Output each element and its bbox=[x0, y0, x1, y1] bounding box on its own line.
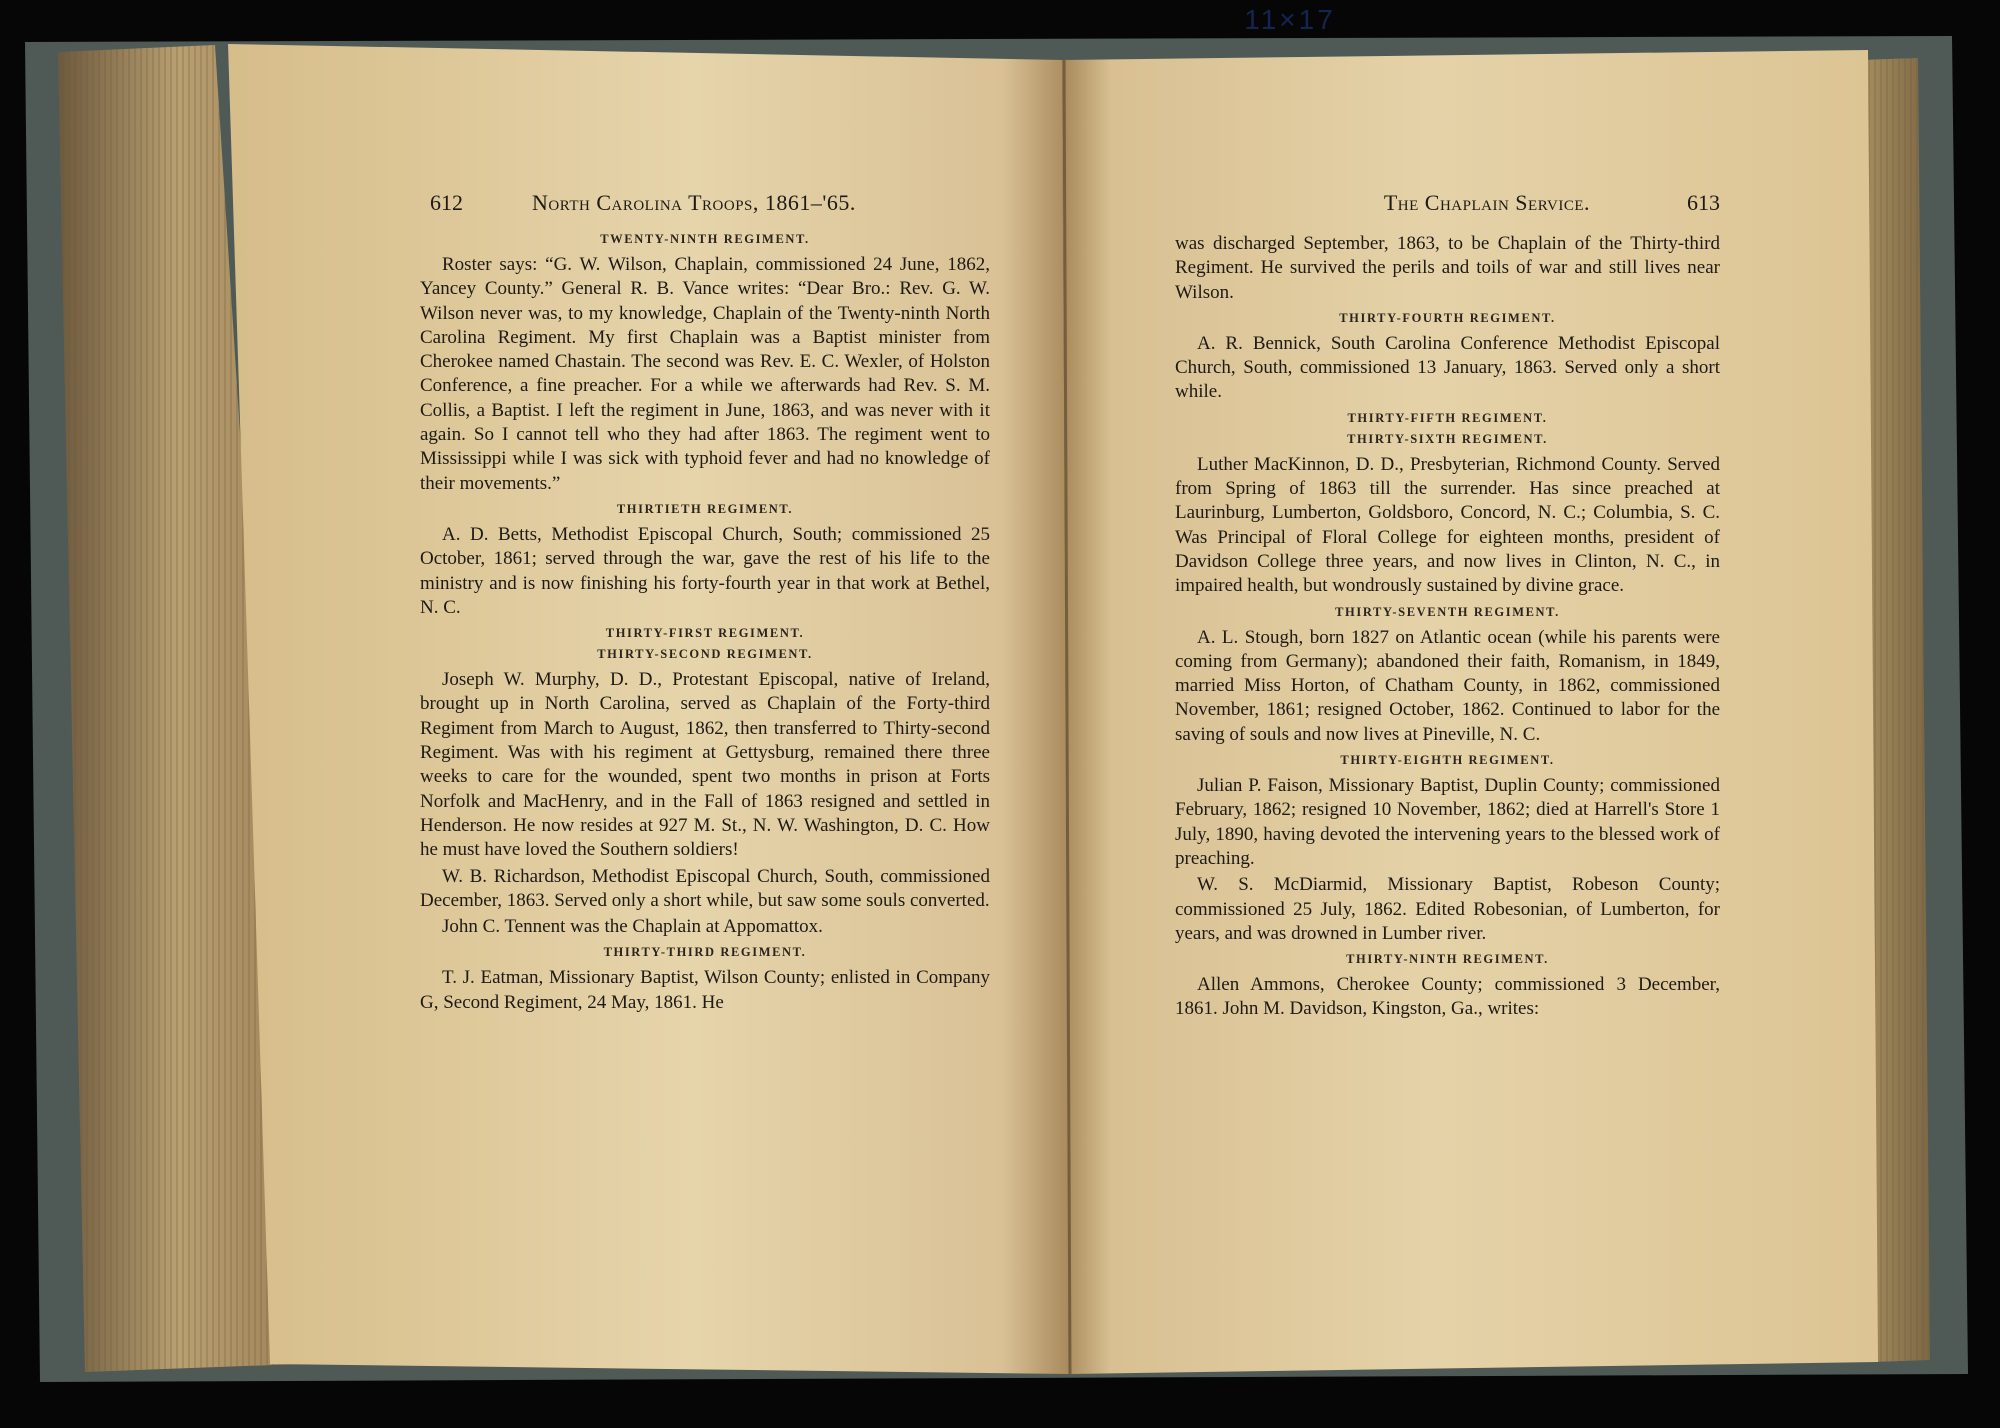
section-heading: THIRTY-SEVENTH REGIMENT. bbox=[1335, 604, 1560, 619]
section-paragraph: W. B. Richardson, Methodist Episcopal Church, South, commissioned December, 1863. Served only a short while, but saw some souls converted. bbox=[420, 865, 990, 911]
section-heading: THIRTIETH REGIMENT. bbox=[616, 501, 794, 516]
section-paragraph: Allen Ammons, Cherokee County; commissioned 3 December, 1861. John M. Davidson, Kingston, Ga., writes: bbox=[1175, 974, 1720, 1020]
section-paragraph: Julian P. Faison, Missionary Baptist, Duplin County; commissioned February, 1862; resigned 10 November, 1862; died at Harrell's Store 1 July, 1890, having devoted the intervening years to the blessed work of preaching. bbox=[1175, 775, 1720, 869]
section-heading: THIRTY-FOURTH REGIMENT. bbox=[1339, 310, 1556, 325]
left-running-title: North Carolina Troops, 1861–'65. bbox=[532, 190, 856, 215]
section-heading: THIRTY-SIXTH REGIMENT. bbox=[1347, 431, 1548, 446]
section-paragraph: Luther MacKinnon, D. D., Presbyterian, Richmond County. Served from Spring of 1863 till the surrender. Has since preached at Laurinburg, Lumberton, Goldsboro, Concord, N. C.; Columbia, S. C. Was Principal of Floral College for eighteen months, president of Davidson College three years, and now lives in Clinton, N. C., in impaired health, but wondrously sustained by divine grace. bbox=[1175, 453, 1720, 597]
scale-label: 11×17 bbox=[1244, 4, 1336, 35]
section-paragraph: Roster says: “G. W. Wilson, Chaplain, commissioned 24 June, 1862, Yancey County.” General R. B. Vance writes: “Dear Bro.: Rev. G. W. Wilson never was, to my knowledge, Chaplain of the Twenty-ninth North Carolina Regiment. My first Chaplain was a Baptist minister from Cherokee named Chastain. The second was Rev. E. C. Wexler, of Holston Conference, a fine preacher. For a while we afterwards had Rev. S. M. Collis, a Baptist. I left the regiment in June, 1863, and was never with it again. So I cannot tell who they had after 1863. The regiment went to Mississippi while I was sick with typhoid fever and had no knowledge of their movements.” bbox=[420, 254, 990, 494]
right-running-head bbox=[1175, 190, 1720, 226]
section-heading: THIRTY-FIRST REGIMENT. bbox=[605, 626, 805, 641]
section-paragraph: W. S. McDiarmid, Missionary Baptist, Robeson County; commissioned 25 July, 1862. Edited Robesonian, of Lumberton, for years, and was drowned in Lumber river. bbox=[1175, 874, 1720, 944]
left-page bbox=[420, 190, 990, 1017]
section-heading: THIRTY-FIFTH REGIMENT. bbox=[1347, 410, 1548, 425]
section-heading: THIRTY-SECOND REGIMENT. bbox=[597, 647, 813, 662]
section-paragraph: T. J. Eatman, Missionary Baptist, Wilson County; enlisted in Company G, Second Regiment, 24 May, 1861. He bbox=[420, 967, 990, 1013]
left-page-number: 612 bbox=[430, 190, 463, 215]
section-paragraph: John C. Tennent was the Chaplain at Appomattox. bbox=[442, 916, 823, 938]
section-paragraph: A. D. Betts, Methodist Episcopal Church, South; commissioned 25 October, 1861; served through the war, gave the rest of his life to the ministry and is now finishing his forty-fourth year in that work at Bethel, N. C. bbox=[420, 523, 990, 618]
section-heading: THIRTY-EIGHTH REGIMENT. bbox=[1340, 753, 1555, 768]
section-heading: THIRTY-NINTH REGIMENT. bbox=[1346, 952, 1549, 967]
section-paragraph: A. R. Bennick, South Carolina Conference Methodist Episcopal Church, South, commissioned 13 January, 1863. Served only a short while. bbox=[1175, 332, 1720, 403]
section-paragraph: Joseph W. Murphy, D. D., Protestant Episcopal, native of Ireland, brought up in North Carolina, served as Chaplain of the Forty-third Regiment from March to August, 1862, then transferred to Thirty-second Regiment. Was with his regiment at Gettysburg, remained there three weeks to care for the wounded, spent two months in prison at Forts Norfolk and MacHenry, and in the Fall of 1863 resigned and settled in Henderson. He now resides at 927 M. St., N. W. Washington, D. C. How he must have loved the Southern soldiers! bbox=[420, 669, 990, 861]
section-heading: THIRTY-THIRD REGIMENT. bbox=[603, 945, 807, 960]
continuation-paragraph: was discharged September, 1863, to be Chaplain of the Thirty-third Regiment. He survived the perils and toils of war and still lives near Wilson. bbox=[1175, 233, 1720, 303]
right-page-number: 613 bbox=[1687, 190, 1720, 215]
right-page bbox=[1175, 190, 1720, 1024]
section-heading: TWENTY-NINTH REGIMENT. bbox=[600, 232, 810, 246]
section-paragraph: A. L. Stough, born 1827 on Atlantic ocean (while his parents were coming from Germany); abandoned their faith, Romanism, in 1849, married Miss Horton, of Chatham County, in 1862, commissioned November, 1861; resigned October, 1862. Continued to labor for the saving of souls and now lives at Pineville, N. C. bbox=[1175, 626, 1720, 745]
right-running-title: The Chaplain Service. bbox=[1383, 190, 1590, 215]
left-running-head bbox=[420, 190, 990, 226]
